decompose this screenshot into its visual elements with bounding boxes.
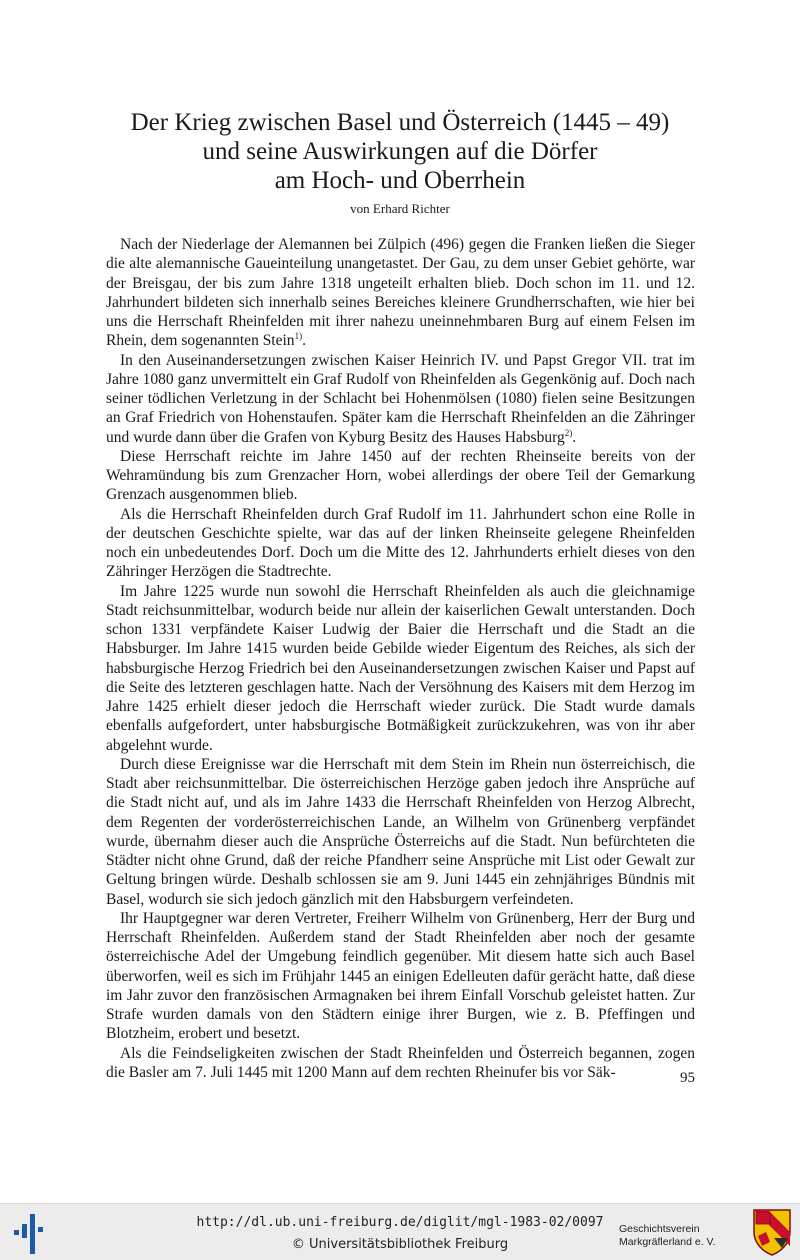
paragraph-7: Ihr Hauptgegner war deren Vertreter, Freiherr Wilhelm von Grünenberg, Herr der Burg und Herrschaft Rheinfelden. Außerdem stand der Stadt Rheinfelden aber noch der gesamte österreichische Adel der Umgebung feindlich gegenüber. Mit diesem hatte sich auch Basel überworfen, weil es sich im Frühjahr 1445 an einigen Edelleuten dafür gerächt hatte, daß diese im Jahr zuvor den französischen Armagnaken bei ihrem Einfall Vorschub geleistet hatten. Zur Strafe wurden damals von den Städtern einige ihrer Burgen, wie z. B. Pfeffingen und Blotzheim, erobert und besetzt.: [106, 909, 695, 1043]
paragraph-text-end: .: [302, 332, 306, 350]
viewer-footer: [0, 1203, 800, 1260]
paragraph-4: Als die Herrschaft Rheinfelden durch Graf Rudolf im 11. Jahrhundert schon eine Rolle in der deutschen Geschichte spielte, war das auf der linken Rheinseite gelegene Rheinfelden noch ein unbedeutendes Dorf. Doch um die Mitte des 12. Jahrhunderts erhielt dieses von den Zähringer Herzögen die Stadtrechte.: [106, 505, 695, 581]
copyright-notice: © Universitätsbibliothek Freiburg: [291, 1237, 509, 1252]
society-line-2: Markgräflerland e. V.: [619, 1236, 716, 1248]
ub-freiburg-logo-icon[interactable]: [14, 1214, 44, 1254]
paragraph-6: Durch diese Ereignisse war die Herrschaft mit dem Stein im Rhein nun österreichisch, die Stadt aber reichsunmittelbar. Die österreichischen Herzöge gaben jedoch ihre Ansprüche auf die Stadt nicht auf, und als im Jahre 1433 die Herrschaft Rheinfelden von Herzog Albrecht, dem Regenten der vorderösterreichischen Lande, an Wilhelm von Grünenberg verpfändet wurde, übernahm dieser auch die Ansprüche Österreichs auf die Stadt. Nun befürchteten die Städter nicht ohne Grund, daß der reiche Pfandherr seine Ansprüche mit List oder Gewalt zur Geltung bringen würde. Deshalb schlossen sie am 9. Juni 1445 ein zehnjähriges Bündnis mit Basel, wodurch sie sich jedoch gänzlich mit den Habsburgern verfeindeten.: [106, 755, 695, 908]
article-title: [0, 108, 800, 195]
article-body: [106, 235, 695, 1082]
page-number: 95: [680, 1070, 695, 1086]
paragraph-text: Nach der Niederlage der Alemannen bei Zülpich (496) gegen die Franken ließen die Sieger die alte alemannische Gaueinteilung unangetastet. Der Gau, zu dem unser Gebiet gehörte, war der Breisgau, der bis zum Jahre 1318 ungeteilt erhalten blieb. Doch schon im 11. und 12. Jahrhundert bildeten sich innerhalb seines Bereiches kleinere Grundherrschaften, wie hier bei uns die Herrschaft Rheinfelden mit ihrer nahezu uneinnehmbaren Burg auf einem Felsen im Rhein, dem sogenannten Stein: [106, 236, 695, 350]
footnote-ref-1[interactable]: 1): [294, 331, 303, 342]
title-line-2: und seine Auswirkungen auf die Dörfer: [202, 138, 598, 165]
paragraph-text: In den Auseinandersetzungen zwischen Kaiser Heinrich IV. und Papst Gregor VII. trat im Jahre 1080 ganz unvermittelt ein Graf Rudolf von Rheinfelden als Gegenkönig auf. Doch nach seiner tödlichen Verletzung in der Schlacht bei Hohenmölsen (1080) fielen seine Besitzungen an Graf Friedrich von Hohenstaufen. Später kam die Herrschaft Rheinfelden an die Zähringer und wurde dann über die Grafen von Kyburg Besitz des Hauses Habsburg: [106, 351, 695, 446]
society-name: [619, 1223, 749, 1249]
paragraph-8: Als die Feindseligkeiten zwischen der Stadt Rheinfelden und Österreich begannen, zogen die Basler am 7. Juli 1445 mit 1200 Mann auf dem rechten Rheinufer bis vor Säk-: [106, 1044, 695, 1081]
paragraph-text-end: .: [572, 428, 577, 446]
paragraph-1: [106, 235, 695, 351]
author-byline: von Erhard Richter: [350, 201, 450, 216]
footnote-ref-2[interactable]: 2): [564, 427, 573, 438]
title-line-3: am Hoch- und Oberrhein: [274, 167, 526, 194]
society-line-1: Geschichtsverein: [619, 1223, 700, 1235]
paragraph-3: Diese Herrschaft reichte im Jahre 1450 auf der rechten Rheinseite bereits von der Wehramündung bis zum Grenzacher Horn, wobei allerdings der obere Teil der Gemarkung Grenzach ausgenommen blieb.: [106, 447, 695, 504]
paragraph-2: [106, 351, 695, 447]
title-line-1: Der Krieg zwischen Basel und Österreich (1445 – 49): [130, 109, 670, 136]
coat-of-arms-icon: [752, 1208, 792, 1256]
paragraph-5: Im Jahre 1225 wurde nun sowohl die Herrschaft Rheinfelden als auch die gleichnamige Stadt reichsunmittelbar, wodurch beide nur allein der kaiserlichen Gewalt unterstanden. Doch schon 1331 verpfändete Kaiser Ludwig der Baier die Herrschaft und die Stadt an die Habsburger. Im Jahre 1415 wurden beide Gebilde wieder Eigentum des Reiches, als sich der habsburgische Herzog Friedrich bei den Auseinandersetzungen zwischen Kaiser und Papst auf die Seite des letzteren geschlagen hatte. Nach der Versöhnung des Kaisers mit dem Herzog im Jahre 1425 erhielt dieser jedoch die Herrschaft wieder zurück. Die Stadt wurde damals ebenfalls aufgefordert, unter habsburgische Botmäßigkeit zurückzukehren, was von ihr aber abgelehnt wurde.: [106, 582, 695, 754]
permalink-url[interactable]: http://dl.ub.uni-freiburg.de/diglit/mgl-1983-02/0097: [196, 1215, 604, 1230]
